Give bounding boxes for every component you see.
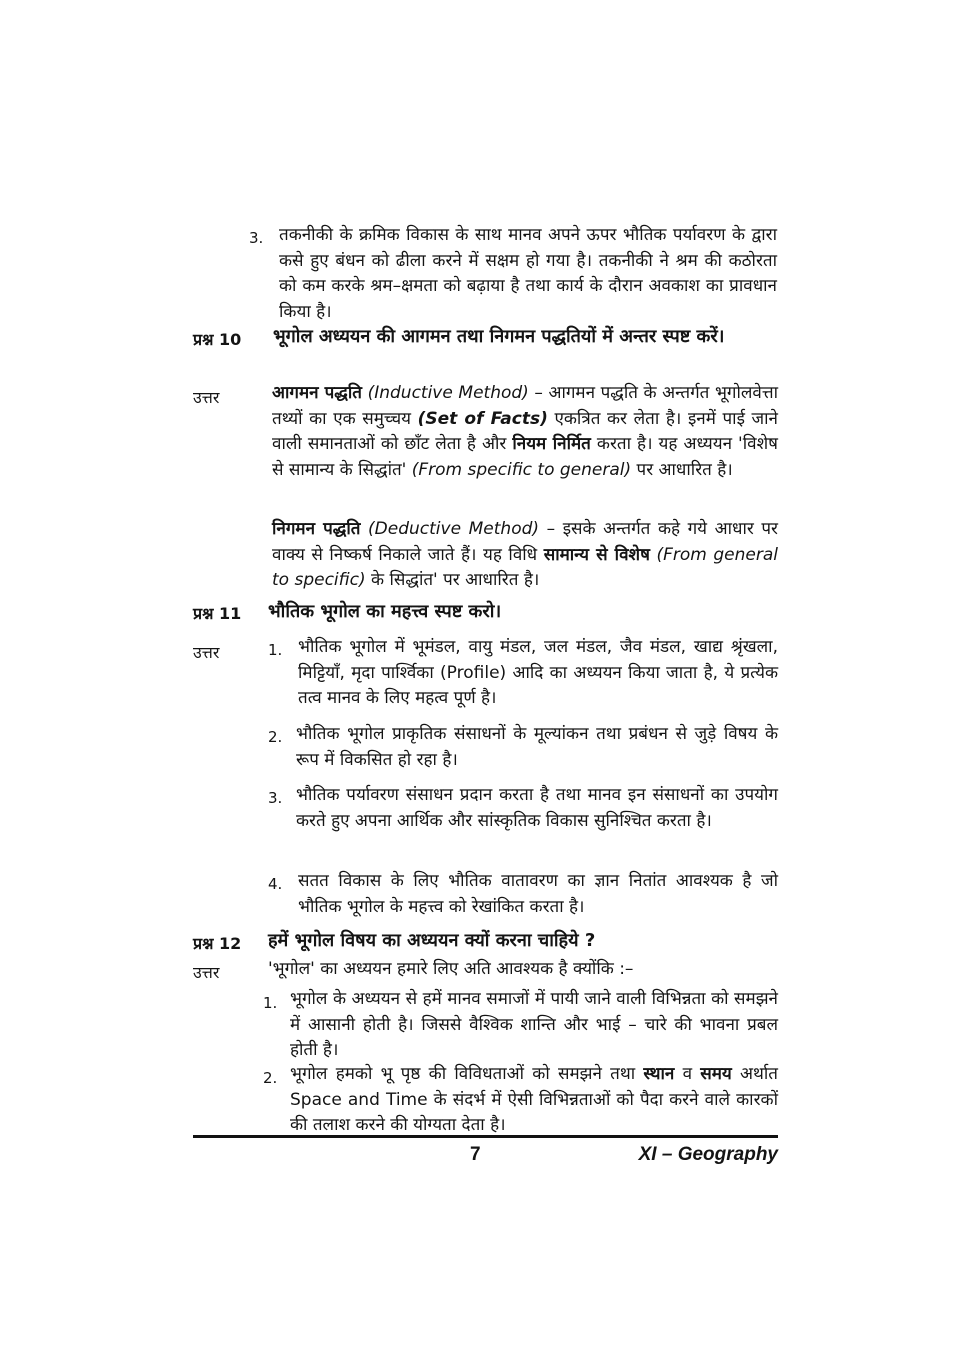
deductive-method-paragraph	[272, 517, 778, 594]
text-run: अर्थात Space and Time के संदर्भ में ऐसी विभिन्नताओं को पैदा करने वाले कारकों की तलाश करने की योग्यता देता है।	[290, 1064, 778, 1135]
question-label: प्रश्न 12	[193, 934, 242, 953]
bold-term: समय	[700, 1064, 732, 1084]
text-run: – इसके अन्तर्गत कहे गये आधार पर वाक्य से निष्कर्ष निकाले जाते हैं। यह विधि	[272, 519, 779, 565]
set-of-facts: (Set of Facts)	[417, 408, 548, 429]
footer-rule	[193, 1135, 778, 1138]
english-phrase: (From general to specific)	[272, 544, 778, 590]
inductive-method-english: (Inductive Method)	[367, 383, 529, 403]
item-number: 1.	[268, 641, 283, 659]
text-run: – आगमन पद्धति के अन्तर्गत भूगोलवेत्ता तथ्यों का एक समुच्चय	[272, 383, 779, 429]
list-item: भौतिक पर्यावरण संसाधन प्रदान करता है तथा मानव इन संसाधनों का उपयोग करते हुए अपना आर्थिक और सांस्कृतिक विकास सुनिश्चित करता है।	[296, 785, 778, 831]
text-run: के सिद्धांत' पर आधारित है।	[365, 570, 540, 590]
bold-term: सामान्य से विशेष	[543, 544, 650, 565]
question-title: भौतिक भूगोल का महत्त्व स्पष्ट करो।	[268, 601, 502, 622]
list-item: सतत विकास के लिए भौतिक वातावरण का ज्ञान नितांत आवश्यक है जो भौतिक भूगोल के महत्त्व को रेखांकित करता है।	[298, 871, 778, 917]
text-run: पर आधारित है।	[631, 459, 733, 480]
list-item: भौतिक भूगोल प्राकृतिक संसाधनों के मूल्यांकन तथा प्रबंधन से जुड़े विषय के रूप में विकसित हो रहा है।	[296, 724, 778, 770]
subject-footer: XI – Geography	[638, 1144, 778, 1165]
text-run: एकत्रित कर लेता है। इनमें पाई जाने वाली समानताओं को छाँट लेता है और	[272, 408, 778, 454]
item-number: 1.	[263, 994, 278, 1012]
deductive-method-heading: निगमन पद्धति	[272, 519, 361, 539]
answer-intro: 'भूगोल' का अध्ययन हमारे लिए अति आवश्यक है क्योंकि :–	[268, 959, 634, 979]
item-number: 2.	[268, 728, 283, 746]
list-item: भौतिक भूगोल में भूमंडल, वायु मंडल, जल मंडल, जैव मंडल, खाद्य श्रृंखला, मिट्टियाँ, मृदा पार्श्विका (Profile) आदि का अध्ययन किया जाता है, ये प्रत्येक तत्व मानव के लिए महत्व पूर्ण है।	[298, 637, 778, 708]
answer-label: उत्तर	[193, 963, 220, 982]
inductive-method-heading: आगमन पद्धति	[272, 383, 362, 403]
page-number: 7	[470, 1144, 481, 1165]
question-title: हमें भूगोल विषय का अध्ययन क्यों करना चाहिये ?	[268, 930, 596, 951]
inductive-method-paragraph	[272, 381, 778, 483]
question-label: प्रश्न 11	[193, 604, 242, 623]
text-run: करता है। यह अध्ययन 'विशेष से सामान्य के सिद्धांत'	[272, 434, 778, 480]
bold-term: स्थान	[643, 1064, 675, 1084]
answer-label: उत्तर	[193, 643, 220, 662]
deductive-method-english: (Deductive Method)	[368, 519, 540, 539]
item-number: 2.	[263, 1069, 278, 1087]
question-title: भूगोल अध्ययन की आगमन तथा निगमन पद्धतियों में अन्तर स्पष्ट करें।	[273, 326, 725, 347]
list-item: भूगोल के अध्ययन से हमें मानव समाजों में पायी जाने वाली विभिन्नता को समझने में आसानी होती है। जिससे वैश्विक शान्ति और भाई – चारे की भावना प्रबल होती है।	[290, 989, 778, 1060]
text-run: भूगोल हमको भू पृष्ठ की विविधताओं को समझने तथा	[290, 1064, 644, 1084]
item-number: 3.	[268, 789, 283, 807]
question-label: प्रश्न 10	[193, 330, 242, 349]
answer-label: उत्तर	[193, 388, 220, 407]
item-number: 3.	[249, 229, 264, 247]
item-number: 4.	[268, 875, 283, 893]
bold-term: नियम निर्मित	[512, 434, 591, 454]
list-item	[290, 1062, 778, 1139]
english-phrase: (From specific to general)	[411, 459, 632, 480]
text-run: व	[674, 1064, 701, 1084]
item-text: तकनीकी के क्रमिक विकास के साथ मानव अपने ऊपर भौतिक पर्यावरण के द्वारा कसे हुए बंधन को ढीला करने में सक्षम हो गया है। तकनीकी ने श्रम की कठोरता को कम करके श्रम–क्षमता को बढ़ाया है तथा कार्य के दौरान अवकाश का प्रावधान किया है।	[279, 225, 777, 322]
